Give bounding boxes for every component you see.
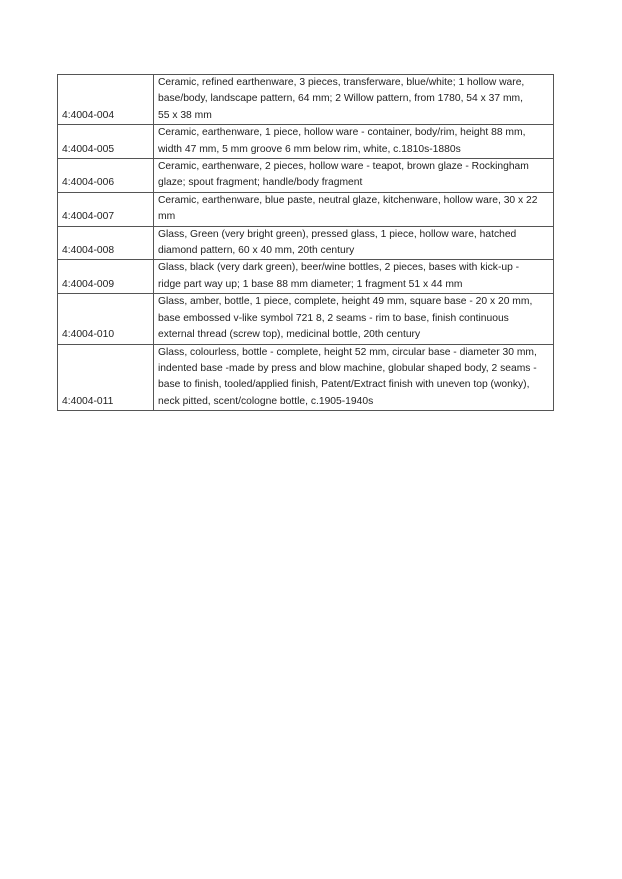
catalogue-id-cell: 4:4004-009 — [58, 260, 154, 294]
description-cell — [154, 294, 554, 344]
description-cell — [154, 226, 554, 260]
catalogue-id-cell: 4:4004-005 — [58, 125, 154, 159]
description-line: glaze; spout fragment; handle/body fragment — [158, 177, 363, 189]
description-line: Ceramic, earthenware, 2 pieces, hollow ware - teapot, brown glaze - Rockingham — [158, 161, 529, 173]
table-row — [58, 159, 554, 193]
catalogue-id-cell: 4:4004-007 — [58, 192, 154, 226]
catalogue-table — [57, 74, 554, 411]
description-line: width 47 mm, 5 mm groove 6 mm below rim, white, c.1810s-1880s — [158, 143, 461, 155]
catalogue-body — [58, 75, 554, 411]
description-line: Glass, Green (very bright green), pressed glass, 1 piece, hollow ware, hatched — [158, 228, 517, 240]
table-row — [58, 226, 554, 260]
description-line: neck pitted, scent/cologne bottle, c.1905-1940s — [158, 395, 374, 407]
catalogue-id-cell: 4:4004-008 — [58, 226, 154, 260]
description-line: base to finish, tooled/applied finish, Patent/Extract finish with uneven top (wonky), — [158, 379, 530, 391]
table-row — [58, 192, 554, 226]
description-line: 55 x 38 mm — [158, 109, 212, 121]
catalogue-id-cell: 4:4004-006 — [58, 159, 154, 193]
catalogue-id-cell: 4:4004-004 — [58, 75, 154, 125]
description-line: indented base -made by press and blow machine, globular shaped body, 2 seams - — [158, 362, 537, 374]
description-line: ridge part way up; 1 base 88 mm diameter; 1 fragment 51 x 44 mm — [158, 278, 463, 290]
table-row — [58, 294, 554, 344]
description-line: Ceramic, earthenware, blue paste, neutral glaze, kitchenware, hollow ware, 30 x 22 — [158, 194, 538, 206]
catalogue-id-cell: 4:4004-011 — [58, 344, 154, 411]
description-line: Ceramic, refined earthenware, 3 pieces, transferware, blue/white; 1 hollow ware, — [158, 77, 525, 88]
table-row — [58, 344, 554, 411]
description-cell — [154, 192, 554, 226]
description-line: Glass, colourless, bottle - complete, height 52 mm, circular base - diameter 30 mm, — [158, 346, 537, 358]
description-line: Ceramic, earthenware, 1 piece, hollow ware - container, body/rim, height 88 mm, — [158, 127, 526, 139]
description-line: mm — [158, 211, 176, 223]
description-cell — [154, 344, 554, 411]
table-row — [58, 75, 554, 125]
table-row — [58, 260, 554, 294]
description-cell — [154, 159, 554, 193]
description-cell — [154, 75, 554, 125]
description-line: base/body, landscape pattern, 64 mm; 2 Willow pattern, from 1780, 54 x 37 mm, — [158, 93, 523, 105]
description-line: Glass, black (very dark green), beer/wine bottles, 2 pieces, bases with kick-up - — [158, 262, 520, 274]
description-line: Glass, amber, bottle, 1 piece, complete, height 49 mm, square base - 20 x 20 mm, — [158, 296, 533, 308]
description-line: external thread (screw top), medicinal bottle, 20th century — [158, 329, 421, 341]
catalogue-id-cell: 4:4004-010 — [58, 294, 154, 344]
description-line: base embossed v-like symbol 721 8, 2 seams - rim to base, finish continuous — [158, 312, 509, 324]
description-cell — [154, 125, 554, 159]
table-row — [58, 125, 554, 159]
description-line: diamond pattern, 60 x 40 mm, 20th century — [158, 245, 355, 257]
description-cell — [154, 260, 554, 294]
